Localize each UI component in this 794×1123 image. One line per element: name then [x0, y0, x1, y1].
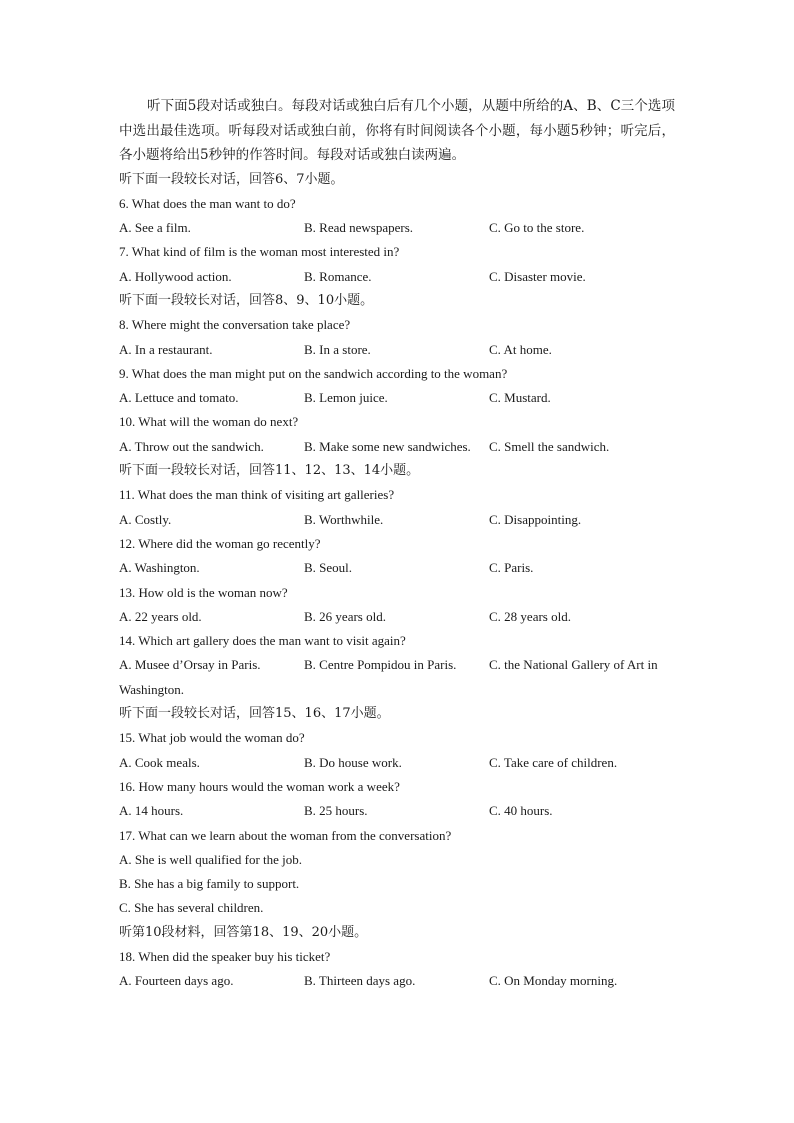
option-a: A. Hollywood action. — [119, 268, 232, 284]
option-b: B. Centre Pompidou in Paris. — [304, 657, 457, 673]
option-b: B. Romance. — [304, 268, 372, 284]
option-a: A. She is well qualified for the job. — [119, 851, 303, 867]
options-7 — [119, 265, 675, 289]
option-b: B. Thirteen days ago. — [304, 973, 416, 989]
question-7: 7. What kind of film is the woman most interested in? — [119, 244, 400, 260]
option-c: C. 40 hours. — [489, 803, 553, 819]
question-9: 9. What does the man might put on the sandwich according to the woman? — [119, 365, 508, 381]
option-a: A. Washington. — [119, 560, 200, 576]
option-c: C. Go to the store. — [489, 220, 585, 236]
option-a: A. 14 hours. — [119, 803, 184, 819]
option-a: A. See a film. — [119, 220, 191, 236]
question-17: 17. What can we learn about the woman from the conversation? — [119, 827, 452, 843]
question-13: 13. How old is the woman now? — [119, 584, 288, 600]
option-b: B. Seoul. — [304, 560, 353, 576]
option-b: B. Lemon juice. — [304, 390, 388, 406]
option-c: C. Take care of children. — [489, 754, 618, 770]
options-15 — [119, 751, 675, 775]
section-heading-4: 听下面一段较长对话，回答15、16、17小题。 — [119, 706, 390, 722]
option-c: C. Paris. — [489, 560, 534, 576]
question-15: 15. What job would the woman do? — [119, 730, 305, 746]
option-c: C. At home. — [489, 341, 552, 357]
question-6: 6. What does the man want to do? — [119, 195, 296, 211]
option-b: B. Make some new sandwiches. — [304, 438, 471, 454]
option-a: A. Fourteen days ago. — [119, 973, 234, 989]
question-12: 12. Where did the woman go recently? — [119, 535, 321, 551]
option-a: A. 22 years old. — [119, 608, 202, 624]
option-b: B. Worthwhile. — [304, 511, 384, 527]
option-b: B. Do house work. — [304, 754, 402, 770]
option-c: C. On Monday morning. — [489, 973, 618, 989]
option-b: B. Read newspapers. — [304, 220, 414, 236]
question-10: 10. What will the woman do next? — [119, 414, 299, 430]
question-11: 11. What does the man think of visiting art galleries? — [119, 487, 395, 503]
section-heading-2: 听下面一段较长对话，回答8、9、10小题。 — [119, 292, 374, 308]
options-9 — [119, 386, 675, 410]
question-18: 18. When did the speaker buy his ticket? — [119, 949, 331, 964]
option-b: B. She has a big family to support. — [119, 876, 300, 892]
instructions-paragraph: 听下面5段对话或独白。每段对话或独白后有几个小题，从题中所给的A、B、C三个选项中选出最佳选项。听每段对话或独白前，你将有时间阅读各个小题，每小题5秒钟；听完后，各小题将给出5秒钟的作答时间。每段对话或独白读两遍。 — [119, 98, 675, 163]
section-heading-1: 听下面一段较长对话，回答6、7小题。 — [119, 171, 344, 187]
option-b: B. 26 years old. — [304, 608, 386, 624]
option-c: C. 28 years old. — [489, 608, 571, 624]
question-8: 8. Where might the conversation take place? — [119, 317, 351, 333]
options-18 — [119, 969, 675, 993]
options-16 — [119, 799, 675, 823]
options-8 — [119, 338, 675, 362]
section-heading-5: 听第10段材料，回答第18、19、20小题。 — [119, 924, 368, 940]
option-a: A. Throw out the sandwich. — [119, 438, 264, 454]
option-c: C. Disaster movie. — [489, 268, 586, 284]
document-page — [119, 94, 675, 994]
option-c-continuation: Washington. — [119, 681, 185, 697]
options-14 — [119, 653, 675, 702]
option-c: C. Smell the sandwich. — [489, 438, 610, 454]
option-c: C. She has several children. — [119, 900, 264, 916]
option-a: A. Musee d’Orsay in Paris. — [119, 657, 261, 673]
option-c: C. Disappointing. — [489, 511, 582, 527]
options-12 — [119, 556, 675, 580]
options-10 — [119, 435, 675, 459]
option-a: A. Lettuce and tomato. — [119, 390, 239, 406]
option-c: C. Mustard. — [489, 390, 551, 406]
option-a: A. Cook meals. — [119, 754, 200, 770]
options-13 — [119, 605, 675, 629]
question-14: 14. Which art gallery does the man want to visit again? — [119, 633, 406, 649]
question-16: 16. How many hours would the woman work a week? — [119, 778, 400, 794]
options-11 — [119, 508, 675, 532]
option-b: B. 25 hours. — [304, 803, 368, 819]
option-a: A. In a restaurant. — [119, 341, 213, 357]
options-6 — [119, 216, 675, 240]
option-a: A. Costly. — [119, 511, 172, 527]
option-b: B. In a store. — [304, 341, 371, 357]
section-heading-3: 听下面一段较长对话，回答11、12、13、14小题。 — [119, 463, 420, 479]
option-c: C. the National Gallery of Art in — [489, 657, 658, 673]
